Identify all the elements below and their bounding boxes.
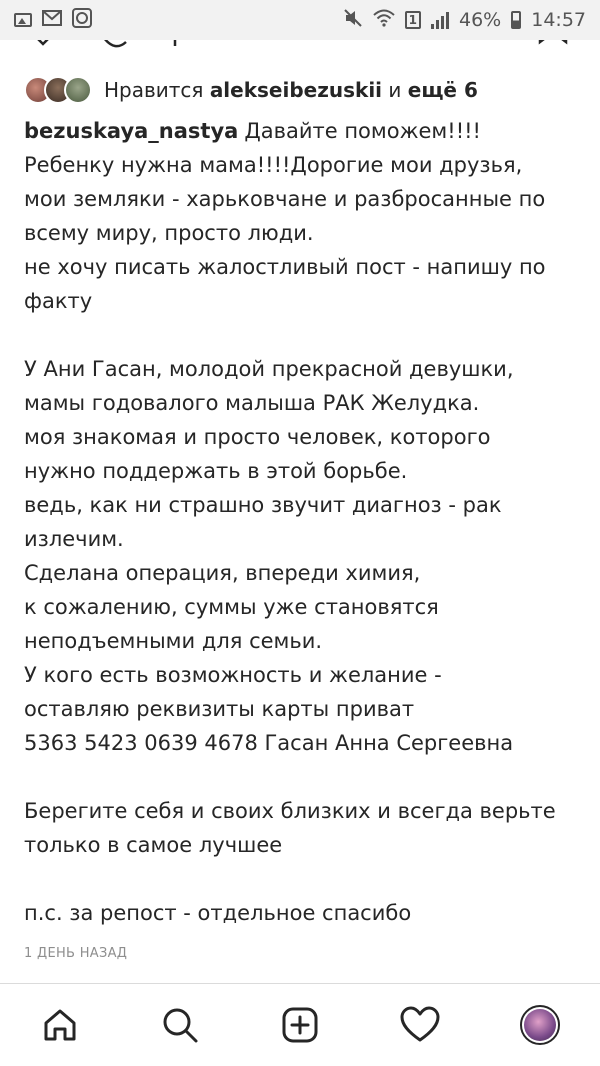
caption-line: всему миру, просто люди. [24,221,314,245]
bottom-nav [0,983,600,1066]
caption-line: п.с. за репост - отдельное спасибо [24,901,412,925]
caption-line: мои земляки - харьковчане и разбросанные по [24,187,546,211]
caption-line: Ребенку нужна мама!!!!Дорогие мои друзья, [24,153,523,177]
likes-prefix: Нравится [104,78,204,102]
sync-icon [72,8,92,33]
sim-icon: 1 [405,11,421,29]
comment-icon[interactable] [100,40,130,54]
caption-spacer [24,862,584,896]
nav-home-button[interactable] [30,995,90,1055]
caption-line: факту [24,289,93,313]
post-action-row [0,40,600,54]
status-bar-notifications [14,8,92,33]
caption-line: ведь, как ни страшно звучит диагноз - рак [24,493,502,517]
caption-line: излечим. [24,527,124,551]
nav-profile-button[interactable] [510,995,570,1055]
caption-line: оставляю реквизиты карты приват [24,697,415,721]
battery-percent: 46% [459,9,502,31]
status-bar [0,0,600,40]
like-icon[interactable] [28,40,58,54]
search-icon [160,1005,200,1045]
avatar [64,76,92,104]
gallery-icon [14,13,32,27]
caption-line: bezuskaya_nastya Давайте поможем!!!! [24,119,481,143]
caption-line: Берегите себя и своих близких и всегда верьте [24,799,556,823]
status-bar-system [343,8,586,33]
nav-search-button[interactable] [150,995,210,1055]
caption-line: неподъемными для семьи. [24,629,323,653]
liker-avatars [24,76,92,104]
status-time: 14:57 [531,9,586,31]
caption-line: Сделана операция, впереди химия, [24,561,421,585]
likes-connector: и [388,78,402,102]
mail-icon [42,10,62,31]
post-username[interactable]: bezuskaya_nastya [24,119,239,143]
profile-avatar [520,1005,560,1045]
likes-others[interactable]: ещё 6 [407,78,478,102]
liker-username[interactable]: alekseibezuskii [209,78,383,102]
caption-line: не хочу писать жалостливый пост - напишу по [24,255,546,279]
caption-line: 5363 5423 0639 4678 Гасан Анна Сергеевна [24,731,514,755]
activity-heart-icon [399,1005,441,1045]
likes-row[interactable] [24,74,478,106]
likes-text [104,78,478,102]
add-post-icon [280,1005,320,1045]
caption-line: к сожалению, суммы уже становятся [24,595,439,619]
caption-spacer [24,318,584,352]
post-caption [24,114,584,930]
caption-line: У Ани Гасан, молодой прекрасной девушки, [24,357,514,381]
caption-line: нужно поддержать в этой борьбе. [24,459,408,483]
nav-activity-button[interactable] [390,995,450,1055]
share-icon[interactable] [165,40,185,54]
caption-line: мамы годовалого малыша РАК Желудка. [24,391,480,415]
caption-line: У кого есть возможность и желание - [24,663,442,687]
post-timestamp: 1 ДЕНЬ НАЗАД [24,946,128,961]
home-icon [40,1005,80,1045]
nav-add-post-button[interactable] [270,995,330,1055]
save-icon[interactable] [536,40,570,54]
signal-icon [431,11,449,29]
caption-spacer [24,760,584,794]
caption-line: моя знакомая и просто человек, которого [24,425,491,449]
battery-icon [511,11,521,29]
mute-icon [343,8,363,33]
caption-line: только в самое лучшее [24,833,283,857]
wifi-icon [373,9,395,32]
